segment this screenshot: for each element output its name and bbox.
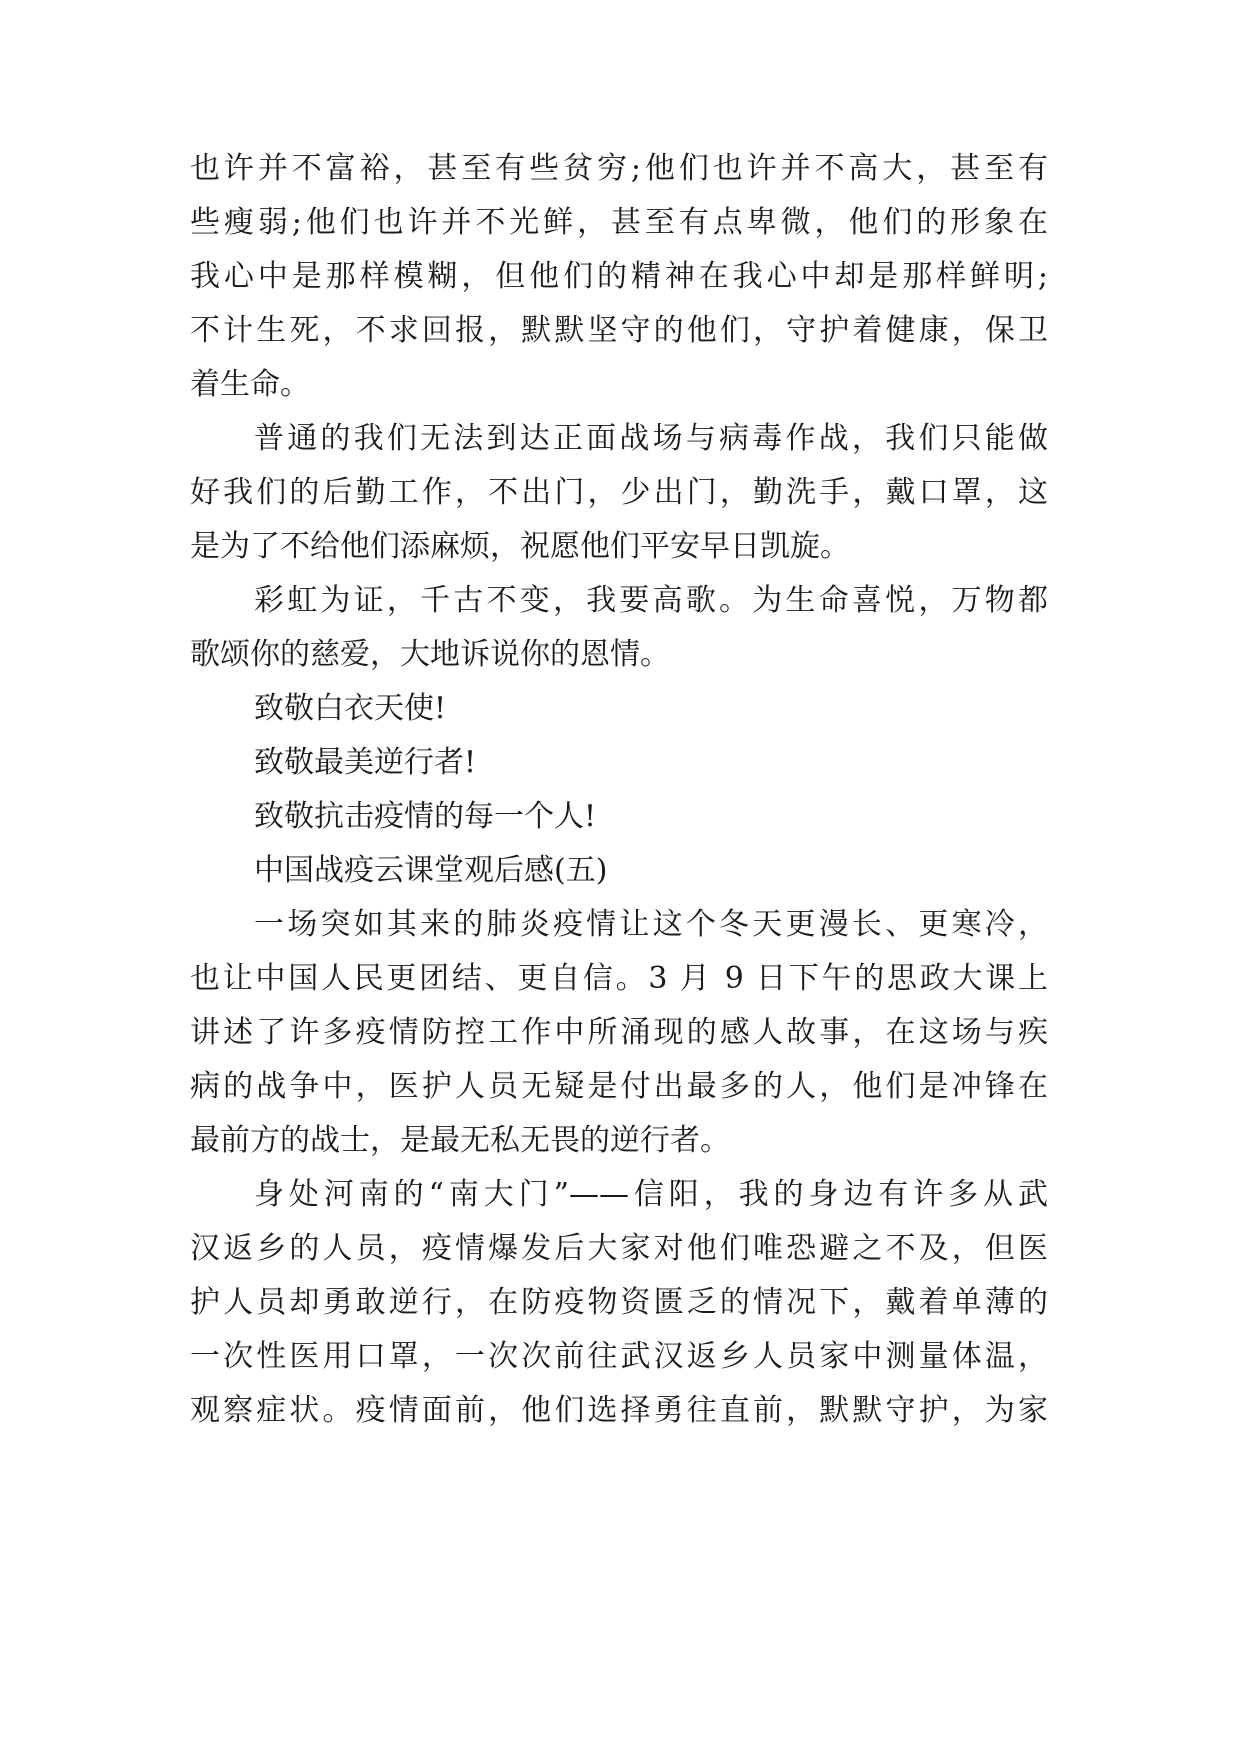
text-line: 致敬最美逆行者!: [254, 745, 477, 780]
text-line: 也让中国人民更团结、更自信。3 月 9 日下午的思政大课上: [190, 961, 1048, 996]
text-line: 歌颂你的慈爱，大地诉说你的恩情。: [190, 637, 670, 672]
text-line: 一次性医用口罩，一次次前往武汉返乡人员家中测量体温，: [190, 1339, 1048, 1374]
text-line: 彩虹为证，千古不变，我要高歌。为生命喜悦，万物都: [254, 583, 1048, 618]
text-line: 护人员却勇敢逆行，在防疫物资匮乏的情况下，戴着单薄的: [190, 1285, 1048, 1320]
text-line: 也许并不富裕，甚至有些贫穷;他们也许并不高大，甚至有: [190, 151, 1048, 186]
text-line: 我心中是那样模糊，但他们的精神在我心中却是那样鲜明;: [190, 259, 1048, 294]
text-line: 不计生死，不求回报，默默坚守的他们，守护着健康，保卫: [190, 313, 1048, 348]
text-line: 病的战争中，医护人员无疑是付出最多的人，他们是冲锋在: [190, 1069, 1048, 1104]
text-line: 身处河南的“南大门”——信阳，我的身边有许多从武: [254, 1177, 1048, 1212]
text-line: 着生命。: [190, 367, 310, 402]
text-line: 一场突如其来的肺炎疫情让这个冬天更漫长、更寒冷，: [254, 907, 1048, 942]
text-line: 是为了不给他们添麻烦，祝愿他们平安早日凯旋。: [190, 529, 850, 564]
section-heading: 中国战疫云课堂观后感(五): [254, 853, 608, 888]
text-line: 致敬抗击疫情的每一个人!: [254, 799, 597, 834]
text-line: 致敬白衣天使!: [254, 691, 447, 726]
text-line: 汉返乡的人员，疫情爆发后大家对他们唯恐避之不及，但医: [190, 1231, 1048, 1266]
text-line: 普通的我们无法到达正面战场与病毒作战，我们只能做: [254, 421, 1048, 456]
text-line: 最前方的战士，是最无私无畏的逆行者。: [190, 1123, 730, 1158]
text-line: 观察症状。疫情面前，他们选择勇往直前，默默守护，为家: [190, 1393, 1048, 1428]
text-line: 好我们的后勤工作，不出门，少出门，勤洗手，戴口罩，这: [190, 475, 1048, 510]
text-line: 些瘦弱;他们也许并不光鲜，甚至有点卑微，他们的形象在: [190, 205, 1048, 240]
text-line: 讲述了许多疫情防控工作中所涌现的感人故事，在这场与疾: [190, 1015, 1048, 1050]
